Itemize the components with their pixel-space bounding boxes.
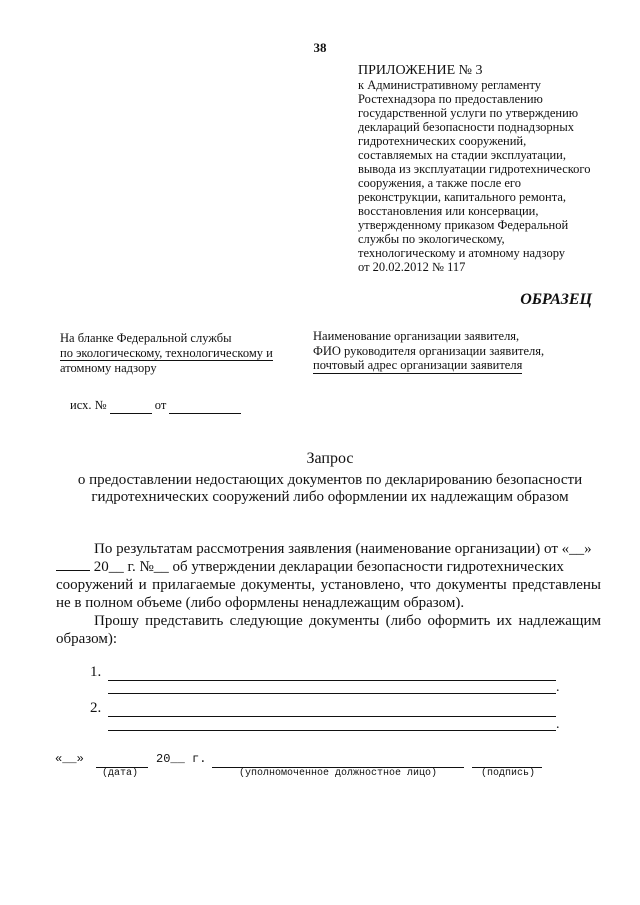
list-item-field[interactable]	[108, 702, 556, 717]
letterhead-line: атомному надзору	[60, 361, 157, 375]
list-item-continuation-line[interactable]	[108, 692, 556, 694]
addressee-note	[313, 329, 613, 374]
request-body	[56, 540, 601, 648]
letterhead-line: по экологическому, технологическому и	[60, 345, 273, 360]
appendix-block	[358, 64, 628, 274]
signature-day: «__»	[55, 752, 84, 766]
document-list-item-2	[90, 700, 556, 717]
letterhead-line: На бланке Федеральной службы	[60, 331, 232, 345]
body-line: сооружений и прилагаемые документы, установлено, что документы представлены не в полном объеме (либо оформлены ненадлежащим образом).	[56, 577, 601, 611]
addressee-line: Наименование организации заявителя,	[313, 329, 520, 343]
appendix-line: службы по экологическому,	[358, 232, 505, 246]
appendix-line: утвержденному приказом Федеральной	[358, 218, 569, 232]
body-line: Прошу представить следующие документы (либо оформить их надлежащим образом):	[56, 613, 601, 647]
appendix-line: составляемых на стадии эксплуатации,	[358, 148, 566, 162]
page-number: 38	[313, 40, 327, 55]
appendix-line: от 20.02.2012 № 117	[358, 260, 466, 274]
addressee-line: ФИО руководителя организации заявителя,	[313, 343, 545, 358]
appendix-line: к Административному регламенту	[358, 78, 542, 92]
list-item-continuation-line[interactable]	[108, 729, 556, 731]
body-line-2	[56, 558, 601, 576]
document-list-item-1	[90, 664, 556, 681]
body-line-2-text: 20__ г. №__ об утверждении декларации безопасности гидротехнических	[93, 559, 564, 575]
caption-date: (дата)	[101, 768, 138, 779]
list-item-number: 1.	[90, 664, 102, 680]
appendix-line: деклараций безопасности поднадзорных	[358, 120, 575, 134]
request-subtitle-line: гидротехнических сооружений либо оформлении их надлежащим образом	[91, 489, 569, 505]
list-item-field[interactable]	[108, 666, 556, 681]
body-line: По результатам рассмотрения заявления (наименование организации) от «__»	[94, 541, 592, 557]
list-end-mark: .	[556, 717, 560, 732]
request-subtitle	[30, 472, 630, 506]
appendix-line: реконструкции, капитального ремонта,	[358, 190, 566, 204]
date-month-field[interactable]	[56, 558, 90, 571]
outgoing-date-label: от	[154, 398, 167, 412]
outgoing-prefix: исх. №	[70, 398, 107, 412]
appendix-line: вывода из эксплуатации гидротехнического	[358, 162, 591, 176]
request-subtitle-line: о предоставлении недостающих документов по декларированию безопасности	[77, 472, 583, 488]
signature-year: 20__ г.	[156, 752, 207, 766]
caption-signature: (подпись)	[480, 768, 535, 779]
caption-official: (уполномоченное должностное лицо)	[238, 768, 438, 779]
signature-row	[55, 752, 84, 766]
appendix-line: сооружения, а также после его	[358, 176, 521, 190]
appendix-line: Ростехнадзора по предоставлению	[358, 92, 543, 106]
request-title: Запрос	[306, 450, 354, 467]
letterhead-note	[60, 331, 310, 376]
appendix-line: технологическому и атомному надзору	[358, 246, 566, 260]
appendix-title: ПРИЛОЖЕНИЕ № 3	[358, 63, 483, 78]
outgoing-number-row	[70, 398, 241, 414]
appendix-line: восстановления или консервации,	[358, 204, 539, 218]
list-item-number: 2.	[90, 700, 102, 716]
list-end-mark: .	[556, 680, 560, 695]
addressee-line: почтовый адрес организации заявителя	[313, 358, 523, 372]
sample-label: ОБРАЗЕЦ	[520, 291, 592, 308]
appendix-line: государственной услуги по утверждению	[358, 106, 579, 120]
appendix-line: гидротехнических сооружений,	[358, 134, 527, 148]
outgoing-date-field[interactable]	[169, 398, 241, 414]
outgoing-number-field[interactable]	[110, 398, 152, 414]
